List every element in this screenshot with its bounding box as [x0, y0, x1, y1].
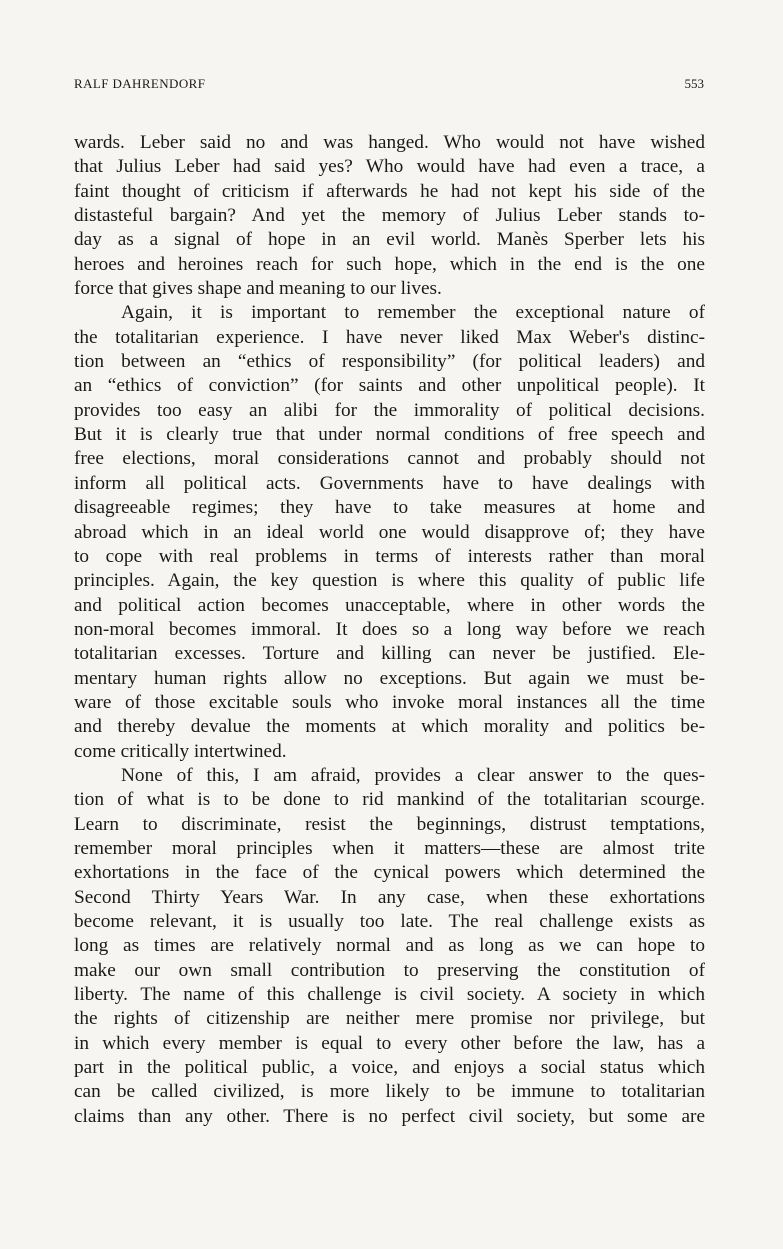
text-line: force that gives shape and meaning to our lives. — [74, 278, 442, 300]
text-line: long as times are relatively normal and as long as we can hope to — [74, 935, 705, 957]
text-line: faint thought of criticism if afterwards he had not kept his side of the — [74, 180, 705, 202]
text-line: mentary human rights allow no exceptions. But again we must be- — [74, 667, 705, 689]
text-line: But it is clearly true that under normal conditions of free speech and — [74, 424, 705, 446]
text-line: that Julius Leber had said yes? Who would have had even a trace, a — [74, 156, 705, 178]
text-line: in which every member is equal to every other before the law, has a — [74, 1032, 705, 1054]
text-line: to cope with real problems in terms of interests rather than moral — [74, 545, 705, 567]
text-line: wards. Leber said no and was hanged. Who would not have wished — [74, 132, 705, 153]
text-line: disagreeable regimes; they have to take measures at home and — [74, 497, 705, 519]
text-line: ware of those excitable souls who invoke moral instances all the time — [74, 691, 705, 713]
text-line: an “ethics of conviction” (for saints and other unpolitical people). It — [74, 375, 705, 397]
text-line: abroad which in an ideal world one would disapprove of; they have — [74, 521, 705, 543]
body-text — [74, 131, 705, 1129]
text-line: inform all political acts. Governments have to have dealings with — [74, 472, 705, 494]
text-line: distasteful bargain? And yet the memory of Julius Leber stands to- — [74, 205, 705, 227]
text-line: None of this, I am afraid, provides a clear answer to the ques- — [121, 764, 705, 786]
text-line: free elections, moral considerations cannot and probably should not — [74, 448, 705, 470]
text-line: become relevant, it is usually too late. The real challenge exists as — [74, 911, 705, 932]
text-line: day as a signal of hope in an evil world. Manès Sperber lets his — [74, 229, 705, 251]
paragraph — [74, 131, 705, 301]
running-head-author: RALF DAHRENDORF — [74, 76, 206, 91]
page-number: 553 — [684, 76, 704, 91]
text-line: non-moral becomes immoral. It does so a long way before we reach — [74, 618, 705, 640]
text-line: and thereby devalue the moments at which morality and politics be- — [74, 716, 705, 738]
text-line: heroes and heroines reach for such hope, which in the end is the one — [74, 253, 705, 275]
text-line: make our own small contribution to preserving the constitution of — [74, 959, 705, 981]
text-line: liberty. The name of this challenge is civil society. A society in which — [74, 984, 705, 1006]
text-line: remember moral principles when it matters—these are almost trite — [74, 837, 705, 859]
paragraph — [74, 301, 705, 764]
text-line: part in the political public, a voice, and enjoys a social status which — [74, 1057, 705, 1079]
text-line: Second Thirty Years War. In any case, when these exhortations — [74, 886, 705, 908]
text-line: and political action becomes unacceptable, where in other words the — [74, 594, 705, 616]
text-line: come critically intertwined. — [74, 740, 287, 762]
text-line: tion between an “ethics of responsibility” (for political leaders) and — [74, 351, 705, 373]
text-line: exhortations in the face of the cynical powers which determined the — [74, 862, 705, 884]
text-line: tion of what is to be done to rid mankind of the totalitarian scourge. — [74, 789, 705, 811]
text-line: principles. Again, the key question is where this quality of public life — [74, 570, 705, 592]
text-line: totalitarian excesses. Torture and killing can never be justified. Ele- — [74, 643, 705, 665]
text-line: Again, it is important to remember the exceptional nature of — [121, 302, 705, 324]
text-line: provides too easy an alibi for the immorality of political decisions. — [74, 399, 705, 421]
text-line: can be called civilized, is more likely to be immune to totalitarian — [74, 1081, 705, 1103]
text-line: the totalitarian experience. I have never liked Max Weber's distinc- — [74, 326, 705, 348]
running-head — [74, 76, 704, 96]
text-line: the rights of citizenship are neither mere promise nor privilege, but — [74, 1008, 705, 1030]
text-line: claims than any other. There is no perfect civil society, but some are — [74, 1105, 705, 1127]
paragraph — [74, 764, 705, 1129]
text-line: Learn to discriminate, resist the beginnings, distrust temptations, — [74, 813, 705, 835]
